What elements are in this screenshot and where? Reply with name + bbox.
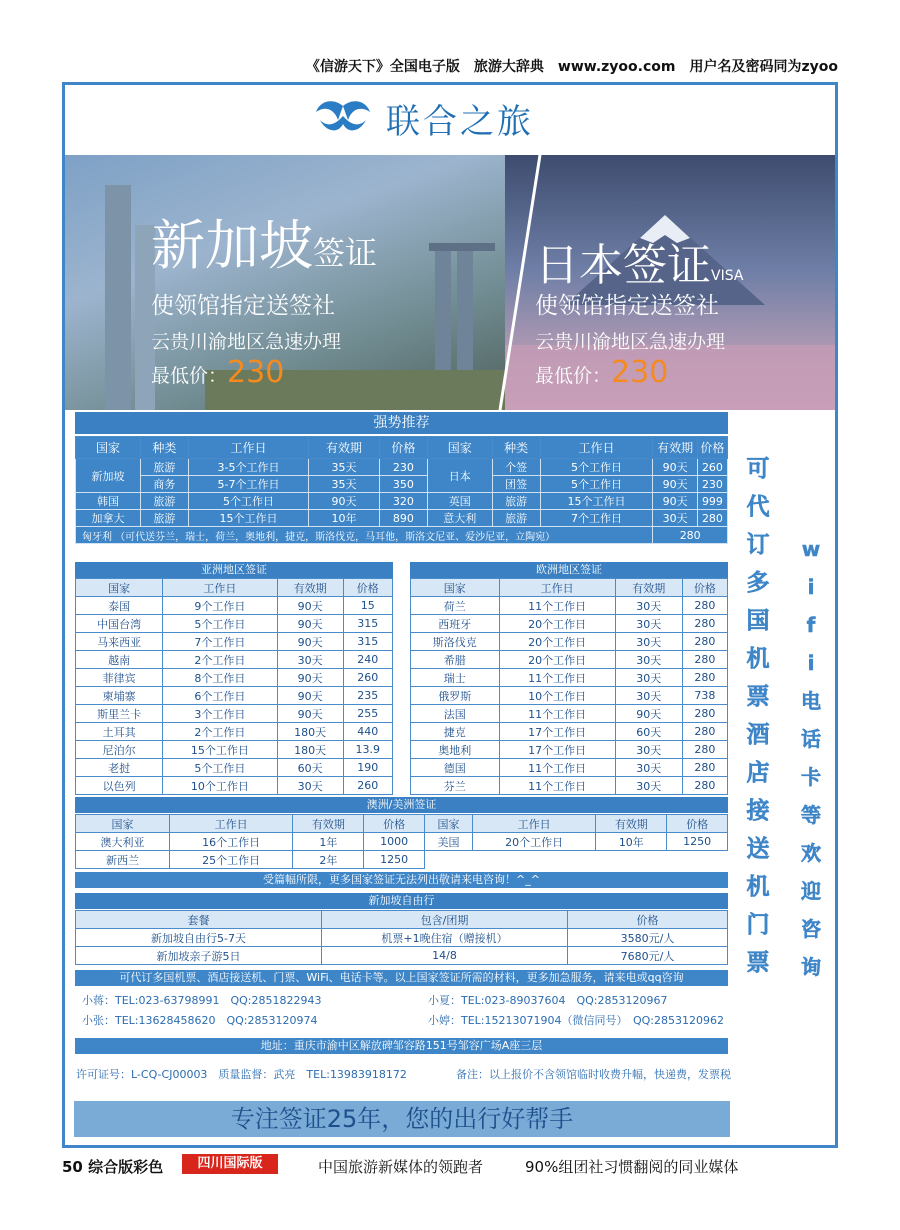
table-row: 马来西亚 7个工作日 90天 315 (76, 633, 393, 651)
asia-title: 亚洲地区签证 (75, 562, 393, 578)
europe-visa-table: 国家 工作日 有效期 价格 荷兰 11个工作日 30天 280 西班牙 20个工作日 30天 280 斯洛伐克 20个工作日 30天 280 希腊 20个工作日 30天 280 瑞士 11个工作日 30天 280 俄罗斯 10个工作日 30天 738 法国 11个工作日 90天 280 捷克 17个工作日 60天 280 奥地利 17个工作日 30天 280 德国 11个工作日 30天 280 芬兰 11个工作日 30天 280 (410, 578, 728, 795)
table-row: 澳大利亚 16个工作日 1年 1000 美国 20个工作日 10年 1250 (76, 833, 728, 851)
table-row: 商务 5-7个工作日 35天 350 团签 5个工作日 90天 230 (76, 476, 728, 493)
table-row: 柬埔寨 6个工作日 90天 235 (76, 687, 393, 705)
strong-recommend-table: 国家 种类 工作日 有效期 价格 国家 种类 工作日 有效期 价格 新加坡 旅游 3-5个工作日 35天 230 日本 个签 5个工作日 90天 260 商务 5-7个工作日 35天 350 团签 5个工作日 90天 230 韩国 旅游 5个工作日 90天 320 英国 旅游 15个工作日 90天 999 加拿大 旅游 15个工作日 10年 890 意大利 旅游 7个工作日 30天 280 匈牙利 （可代送芬兰，瑞士，荷兰，奥地利，捷克，斯洛伐克，马耳他，斯洛文尼亚、爱沙尼亚，立陶宛） 280 (75, 436, 728, 544)
services-note: 可代订多国机票、酒店接送机、门票、WiFi、电话卡等。以上国家签证所需的材料，更多加急服务，请来电或qq咨询 (75, 970, 728, 986)
jp-price: 230 (611, 355, 669, 390)
contact-zhang: 小张：TEL:13628458620 QQ:2853120974 (82, 1014, 318, 1027)
table-row: 越南 2个工作日 30天 240 (76, 651, 393, 669)
table-row: 捷克 17个工作日 60天 280 (411, 723, 728, 741)
table-row: 匈牙利 （可代送芬兰，瑞士，荷兰，奥地利，捷克，斯洛伐克，马耳他，斯洛文尼亚、爱沙尼亚，立陶宛） 280 (76, 527, 728, 544)
license-info: 许可证号：L-CQ-CJ00003 质量监督：武亮 TEL:13983918172 (76, 1068, 407, 1081)
brand-logo (312, 93, 534, 143)
table-row: 泰国 9个工作日 90天 15 (76, 597, 393, 615)
table-row: 奥地利 17个工作日 30天 280 (411, 741, 728, 759)
table-row: 法国 11个工作日 90天 280 (411, 705, 728, 723)
footer-tagline-2: 90%组团社习惯翻阅的同业媒体 (525, 1158, 739, 1176)
visa-banner (65, 155, 835, 410)
jp-region-line: 云贵川渝地区急速办理 (535, 331, 726, 353)
table-row: 荷兰 11个工作日 30天 280 (411, 597, 728, 615)
strong-recommend-title: 强势推荐 (75, 412, 728, 434)
table-row: 尼泊尔 15个工作日 180天 13.9 (76, 741, 393, 759)
asia-visa-table: 国家 工作日 有效期 价格 泰国 9个工作日 90天 15 中国台湾 5个工作日 90天 315 马来西亚 7个工作日 90天 315 越南 2个工作日 30天 240 菲律宾 8个工作日 90天 260 柬埔寨 6个工作日 90天 235 斯里兰卡 3个工作日 90天 255 土耳其 2个工作日 180天 440 尼泊尔 15个工作日 180天 13.9 老挝 5个工作日 60天 190 以色列 10个工作日 30天 260 (75, 578, 393, 795)
oceania-visa-table: 国家 工作日 有效期 价格 国家 工作日 有效期 价格 澳大利亚 16个工作日 1年 1000 美国 20个工作日 10年 1250 新西兰 25个工作日 2年 1250 (75, 814, 728, 869)
oceania-note: 受篇幅所限，更多国家签证无法列出敬请来电咨询！^_^ (75, 872, 728, 888)
table-row: 斯里兰卡 3个工作日 90天 255 (76, 705, 393, 723)
sg-region-line: 云贵川渝地区急速办理 (151, 331, 342, 353)
page-number: 50 综合版彩色 (62, 1158, 164, 1176)
table-row: 中国台湾 5个工作日 90天 315 (76, 615, 393, 633)
table-row: 土耳其 2个工作日 180天 440 (76, 723, 393, 741)
table-row: 韩国 旅游 5个工作日 90天 320 英国 旅游 15个工作日 90天 999 (76, 493, 728, 510)
table-row: 芬兰 11个工作日 30天 280 (411, 777, 728, 795)
wings-logo-icon (312, 98, 374, 138)
sg-visa-title: 新加坡 (151, 214, 313, 277)
table-row: 德国 11个工作日 30天 280 (411, 759, 728, 777)
contact-ting: 小婷：TEL:15213071904（微信同号） QQ:2853120962 (428, 1014, 724, 1027)
sg-price-label: 最低价： (151, 365, 228, 387)
table-row: 西班牙 20个工作日 30天 280 (411, 615, 728, 633)
table-row: 新加坡 旅游 3-5个工作日 35天 230 日本 个签 5个工作日 90天 260 (76, 459, 728, 476)
sg-free-title: 新加坡自由行 (75, 893, 728, 909)
table-row: 斯洛伐克 20个工作日 30天 280 (411, 633, 728, 651)
slogan: 专注签证25年，您的出行好帮手 (74, 1101, 730, 1137)
address-bar: 地址：重庆市渝中区解放碑邹容路151号邹容广场A座三层 (75, 1038, 728, 1054)
jp-embassy-line: 使领馆指定送签社 (535, 293, 719, 319)
contact-jiang: 小蒋：TEL:023-63798991 QQ:2851822943 (82, 994, 322, 1007)
table-row: 加拿大 旅游 15个工作日 10年 890 意大利 旅游 7个工作日 30天 280 (76, 510, 728, 527)
europe-title: 欧洲地区签证 (410, 562, 728, 578)
table-row: 新西兰 25个工作日 2年 1250 (76, 851, 728, 869)
table-row: 新加坡自由行5-7天 机票+1晚住宿（赠接机） 3580元/人 (76, 929, 728, 947)
jp-price-label: 最低价： (535, 365, 612, 387)
side-wifi-text: w i f i 电 话 卡 等 欢 迎 咨 询 (801, 537, 821, 979)
jp-visa-title: 日本签证 (535, 240, 711, 291)
singapore-photo (65, 155, 530, 410)
footer-tagline-1: 中国旅游新媒体的领跑者 (318, 1158, 484, 1176)
table-row: 以色列 10个工作日 30天 260 (76, 777, 393, 795)
brand-name: 联合之旅 (386, 101, 534, 142)
table-row: 菲律宾 8个工作日 90天 260 (76, 669, 393, 687)
table-row: 瑞士 11个工作日 30天 280 (411, 669, 728, 687)
jp-visa-suffix: VISA (711, 268, 744, 284)
table-row: 希腊 20个工作日 30天 280 (411, 651, 728, 669)
contact-xia: 小夏：TEL:023-89037604 QQ:2853120967 (428, 994, 668, 1007)
side-services-text: 可 代 订 多 国 机 票 酒 店 接 送 机 门 票 (746, 456, 770, 976)
edition-badge: 四川国际版 (182, 1154, 278, 1174)
table-row: 俄罗斯 10个工作日 30天 738 (411, 687, 728, 705)
sg-visa-suffix: 签证 (313, 234, 378, 272)
magazine-header: 《信游天下》全国电子版 旅游大辞典 www.zyoo.com 用户名及密码同为zyoo (305, 59, 838, 75)
sg-embassy-line: 使领馆指定送签社 (151, 293, 335, 319)
sg-free-table: 套餐 包含/团期 价格 新加坡自由行5-7天 机票+1晚住宿（赠接机） 3580元/人 新加坡亲子游5日 14/8 7680元/人 (75, 910, 728, 965)
table-row: 新加坡亲子游5日 14/8 7680元/人 (76, 947, 728, 965)
oceania-title: 澳洲/美洲签证 (75, 797, 728, 813)
sg-price: 230 (227, 355, 285, 390)
table-row: 老挝 5个工作日 60天 190 (76, 759, 393, 777)
price-remark: 备注：以上报价不含领馆临时收费升幅，快递费，发票税 (456, 1068, 731, 1081)
